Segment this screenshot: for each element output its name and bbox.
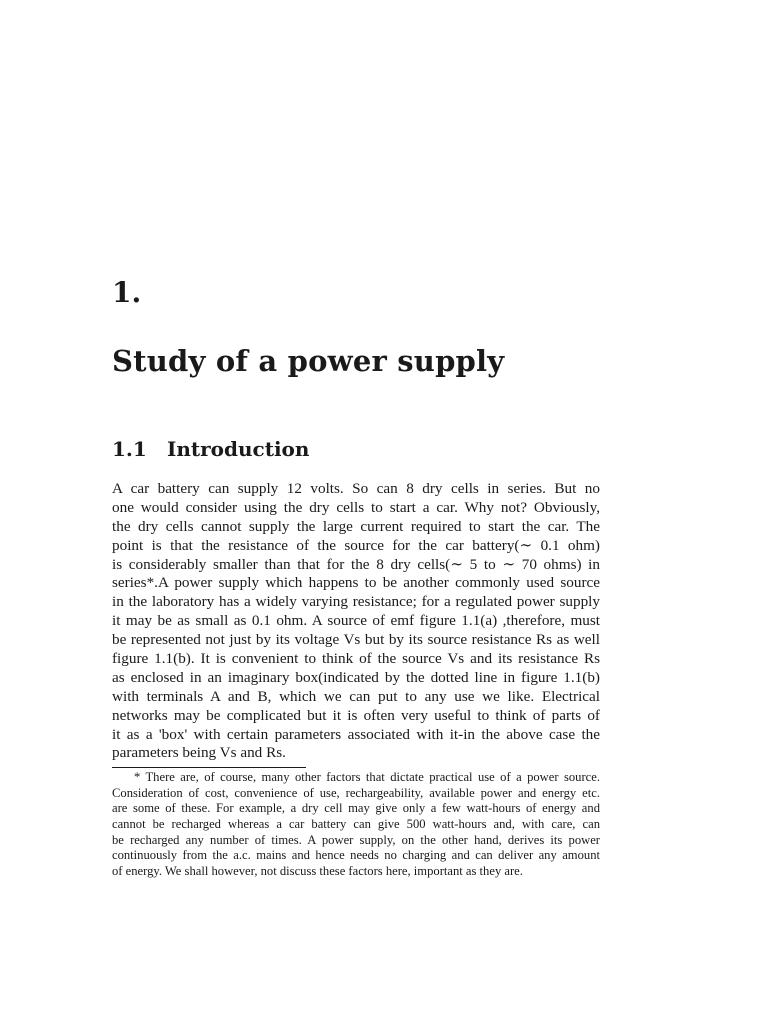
section-title: Introduction bbox=[167, 437, 310, 461]
footnote-line: be recharged any number of times. A power supply, on the other hand, derives its power bbox=[112, 832, 600, 847]
footnote-line: of energy. We shall however, not discuss these factors here, important as they are. bbox=[112, 864, 523, 879]
body-paragraph bbox=[112, 480, 600, 763]
chapter-title: Study of a power supply bbox=[112, 344, 505, 378]
footnote-line: cannot be recharged whereas a car battery can give 500 watt-hours and, with care, can bbox=[112, 817, 600, 832]
body-line: figure 1.1(b). It is convenient to think of the source Vs and its resistance Rs bbox=[112, 650, 600, 668]
footnote-line: Consideration of cost, convenience of use, rechargeability, available power and energy etc. bbox=[112, 785, 600, 800]
body-line: parameters being Vs and Rs. bbox=[112, 744, 286, 762]
footnote bbox=[112, 770, 600, 880]
body-line: networks may be complicated but it is often very useful to think of parts of bbox=[112, 706, 600, 724]
body-line: series*.A power supply which happens to be another commonly used source bbox=[112, 574, 600, 592]
section-number: 1.1 bbox=[112, 437, 147, 461]
body-line: the dry cells cannot supply the large current required to start the car. The bbox=[112, 517, 600, 535]
body-line: point is that the resistance of the source for the car battery(∼ 0.1 ohm) bbox=[112, 536, 600, 554]
footnote-line: * There are, of course, many other factors that dictate practical use of a power source. bbox=[134, 770, 600, 784]
section-heading bbox=[112, 437, 309, 461]
footnote-line: are some of these. For example, a dry cell may give only a few watt-hours of energy and bbox=[112, 801, 600, 816]
body-line: one would consider using the dry cells to start a car. Why not? Obviously, bbox=[112, 498, 600, 516]
chapter-number: 1. bbox=[112, 276, 142, 309]
body-line: in the laboratory has a widely varying resistance; for a regulated power supply bbox=[112, 593, 600, 611]
body-line: is considerably smaller than that for the 8 dry cells(∼ 5 to ∼ 70 ohms) in bbox=[112, 555, 600, 573]
body-line: A car battery can supply 12 volts. So can 8 dry cells in series. But no bbox=[112, 480, 600, 497]
document-page bbox=[112, 0, 600, 1024]
body-line: with terminals A and B, which we can put to any use we like. Electrical bbox=[112, 687, 600, 705]
footnote-divider bbox=[112, 767, 306, 768]
body-line: it as a 'box' with certain parameters associated with it-in the above case the bbox=[112, 725, 600, 743]
body-line: be represented not just by its voltage Vs but by its source resistance Rs as well bbox=[112, 631, 600, 649]
body-line: it may be as small as 0.1 ohm. A source of emf figure 1.1(a) ,therefore, must bbox=[112, 612, 600, 630]
footnote-line: continuously from the a.c. mains and hence needs no charging and can deliver any amount bbox=[112, 848, 600, 863]
body-line: as enclosed in an imaginary box(indicated by the dotted line in figure 1.1(b) bbox=[112, 668, 600, 686]
